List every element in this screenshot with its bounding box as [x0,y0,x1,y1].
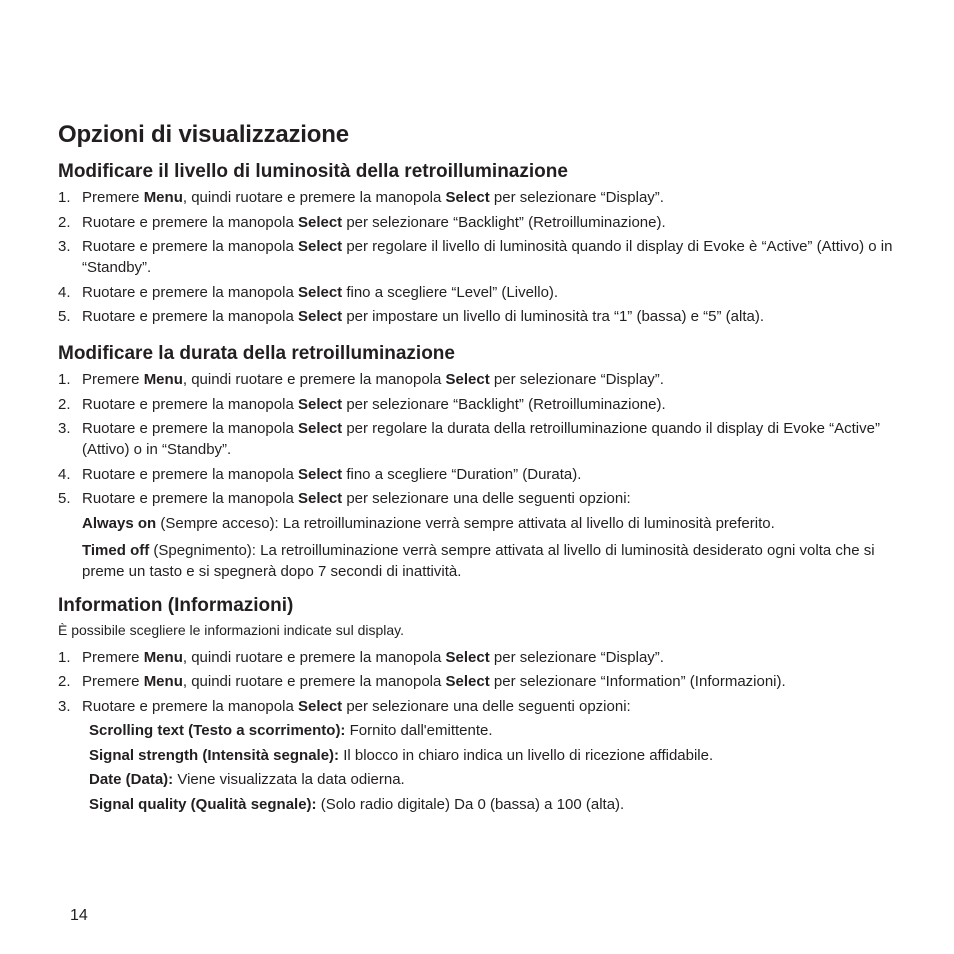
option-text: (Sempre acceso): La retroilluminazione verrà sempre attivata al livello di luminosità preferito. [156,514,775,532]
option-signal-quality [89,794,908,815]
step-item [58,464,908,485]
option-scrolling-text [89,720,908,741]
step-keyword: Select [297,465,343,483]
step-text: Ruotare e premere la manopola [82,490,298,507]
step-text: per regolare il livello di luminosità quando il display di Evoke è “Active” (Attivo) o in “Standby”. [82,238,893,276]
step-text: per selezionare una delle seguenti opzioni: [342,490,631,507]
step-keyword: Menu [143,189,183,206]
step-item [58,236,908,278]
step-text: Ruotare e premere la manopola [82,697,298,715]
step-number: 3. [58,697,71,715]
step-keyword: Select [297,213,343,231]
option-text: Il blocco in chiaro indica un livello di ricezione affidabile. [339,746,714,764]
step-item [58,647,908,668]
step-text: per selezionare “Display”. [489,189,664,206]
section-heading: Modificare il livello di luminosità della retroilluminazione [58,161,568,182]
step-item [58,488,908,509]
section-brightness [58,160,908,327]
step-keyword: Select [445,673,490,690]
step-text: Ruotare e premere la manopola [82,238,298,255]
option-label: Timed off [82,541,150,559]
section-heading: Information (Informazioni) [58,594,294,616]
step-text: , quindi ruotare e premere la manopola [182,371,446,388]
step-number: 2. [58,213,71,231]
step-number: 2. [58,673,71,690]
step-item [58,212,908,233]
page-number: 14 [70,907,88,924]
step-text: Ruotare e premere la manopola [82,213,298,231]
step-item [58,282,908,303]
step-text: Ruotare e premere la manopola [82,308,298,325]
step-text: per impostare un livello di luminosità tra “1” (bassa) e “5” (alta). [342,308,764,325]
step-item [58,418,908,460]
step-text: per selezionare “Backlight” (Retroilluminazione). [342,395,666,413]
step-number: 1. [58,648,71,666]
step-text: Premere [82,673,144,690]
option-label: Date (Data): [89,771,174,788]
step-item [58,187,908,208]
steps-list [58,647,908,717]
step-item [58,671,908,692]
step-keyword: Select [297,420,343,437]
step-text: Ruotare e premere la manopola [82,283,298,301]
option-always-on [82,513,908,534]
step-text: Premere [82,189,144,206]
option-timed-off [82,540,908,582]
step-text: per selezionare “Information” (Informazioni). [489,673,786,690]
step-keyword: Select [297,283,343,301]
step-keyword: Menu [143,673,183,690]
step-text: fino a scegliere “Level” (Livello). [342,283,559,301]
step-number: 3. [58,238,71,255]
step-item [58,394,908,415]
section-heading: Modificare la durata della retroilluminazione [58,343,455,364]
option-text: (Solo radio digitale) Da 0 (bassa) a 100 (alta). [316,795,625,813]
step-text: Premere [82,648,144,666]
step-text: per regolare la durata della retroilluminazione quando il display di Evoke “Active” (Attivo) o in “Standby”. [82,420,880,458]
step-text: per selezionare “Backlight” (Retroilluminazione). [342,213,666,231]
step-keyword: Menu [143,648,183,666]
step-number: 3. [58,420,71,437]
step-number: 1. [58,371,71,388]
step-text: per selezionare una delle seguenti opzioni: [342,697,631,715]
step-number: 5. [58,490,71,507]
step-item [58,696,908,717]
step-text: Premere [82,371,144,388]
section-information [58,594,908,815]
step-item [58,306,908,327]
step-keyword: Select [297,238,343,255]
step-text: , quindi ruotare e premere la manopola [182,189,446,206]
option-date [89,769,908,790]
option-text: (Spegnimento): La retroilluminazione verrà sempre attivata al livello di luminosità desiderato ogni volta che si preme un tasto e si spegnerà dopo 7 secondi di inattività. [82,541,875,580]
option-text: Fornito dall'emittente. [345,722,493,739]
option-label: Always on [82,514,157,532]
manual-page [58,118,908,826]
option-signal-strength [89,745,908,766]
steps-list [58,187,908,327]
step-text: Ruotare e premere la manopola [82,395,298,413]
option-label: Signal quality (Qualità segnale): [89,795,317,813]
step-text: , quindi ruotare e premere la manopola [182,648,446,666]
step-number: 2. [58,395,71,413]
section-duration [58,342,908,582]
duration-options [58,513,908,582]
step-keyword: Select [297,697,343,715]
step-text: Ruotare e premere la manopola [82,420,298,437]
step-item [58,369,908,390]
step-number: 4. [58,465,71,483]
step-keyword: Select [445,371,490,388]
step-number: 4. [58,283,71,301]
option-label: Scrolling text (Testo a scorrimento): [89,722,346,739]
information-options [58,720,908,815]
step-text: fino a scegliere “Duration” (Durata). [342,465,582,483]
step-number: 5. [58,308,71,325]
step-number: 1. [58,189,71,206]
step-text: Ruotare e premere la manopola [82,465,298,483]
step-keyword: Select [297,395,343,413]
step-keyword: Select [445,648,490,666]
step-keyword: Select [297,490,343,507]
step-text: , quindi ruotare e premere la manopola [182,673,446,690]
page-title: Opzioni di visualizzazione [58,121,349,148]
steps-list [58,369,908,509]
step-text: per selezionare “Display”. [489,648,664,666]
step-keyword: Select [445,189,490,206]
section-intro: È possibile scegliere le informazioni indicate sul display. [58,621,405,638]
step-keyword: Menu [143,371,183,388]
step-text: per selezionare “Display”. [489,371,664,388]
option-label: Signal strength (Intensità segnale): [89,746,340,764]
option-text: Viene visualizzata la data odierna. [173,771,405,788]
step-keyword: Select [297,308,343,325]
